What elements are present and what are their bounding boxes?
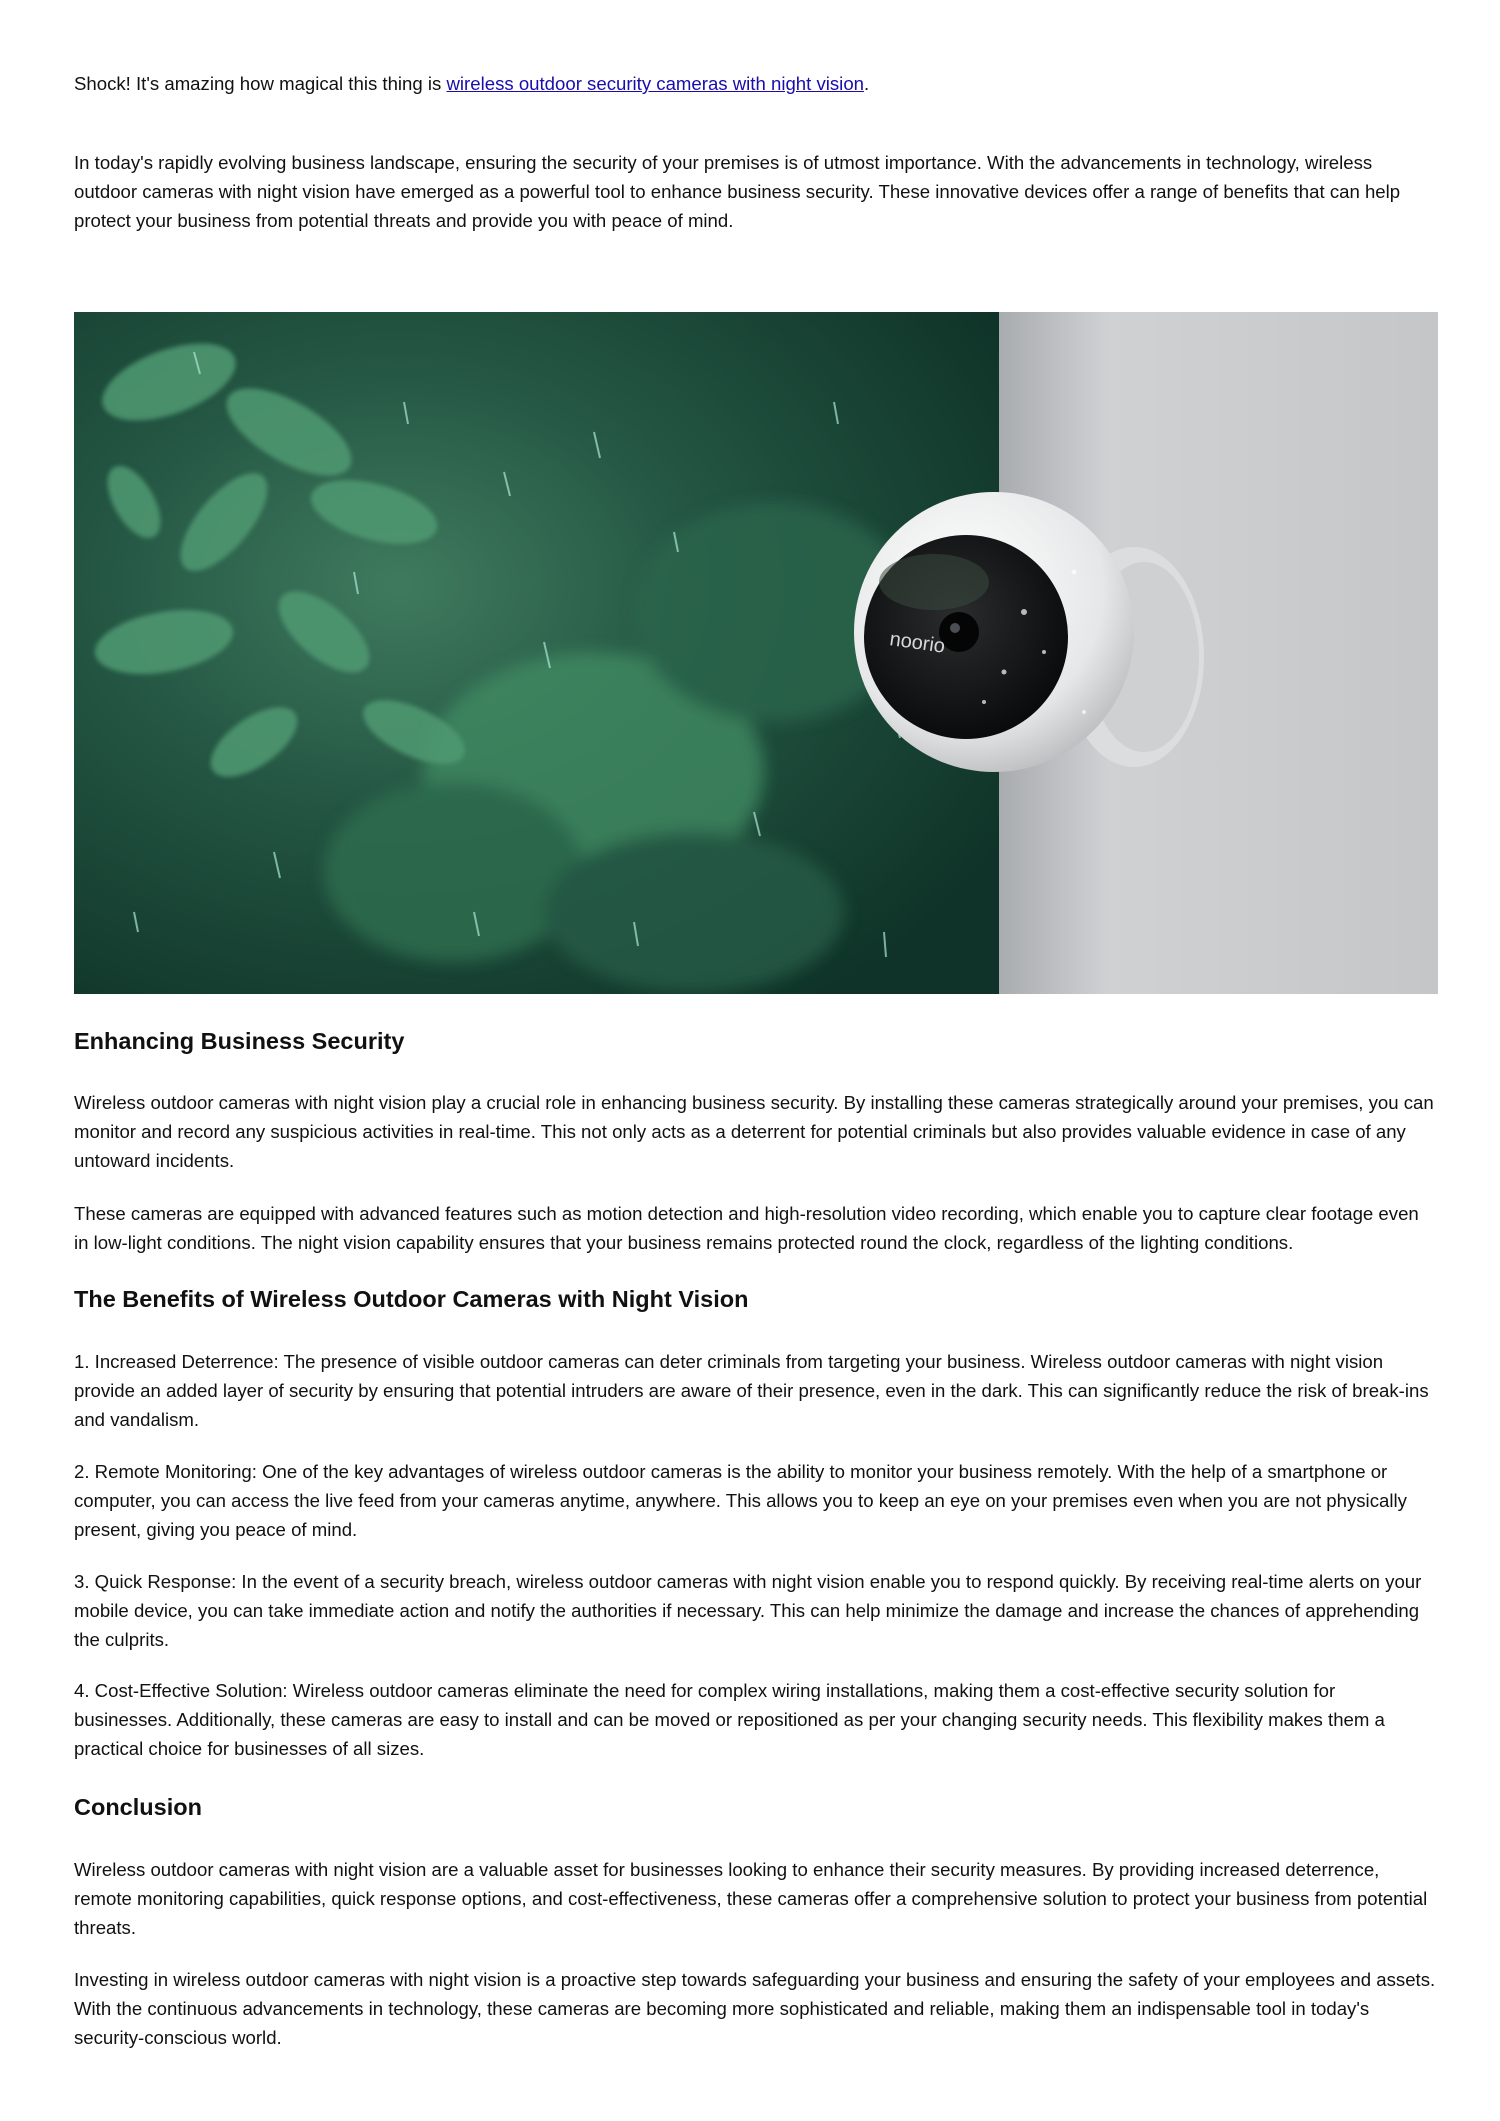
benefit-item-4: 4. Cost-Effective Solution: Wireless outdoor cameras eliminate the need for complex wiring installations, making them a cost-effective security solution for businesses. Additionally, these cameras are easy to install and can be moved or repositioned as per your changing security needs. This flexibility makes them a practical choice for businesses of all sizes. <box>74 1680 1385 1759</box>
benefit-item-2: 2. Remote Monitoring: One of the key advantages of wireless outdoor cameras is the ability to monitor your business remotely. With the help of a smartphone or computer, you can access the live feed from your cameras anytime, anywhere. This allows you to keep an eye on your premises even when you are not physically present, giving you peace of mind. <box>74 1461 1407 1540</box>
section2-heading: The Benefits of Wireless Outdoor Cameras with Night Vision <box>74 1286 749 1312</box>
intro-line <box>74 69 1438 98</box>
conclusion-paragraph-1: Wireless outdoor cameras with night vision are a valuable asset for businesses looking to enhance their security measures. By providing increased deterrence, remote monitoring capabilities, quick response options, and cost-effectiveness, these cameras offer a comprehensive solution to protect your business from potential threats. <box>74 1859 1428 1938</box>
hero-image <box>74 312 1438 994</box>
section1-heading: Enhancing Business Security <box>74 1028 405 1054</box>
intro-prefix: Shock! It's amazing how magical this thing is <box>74 73 447 94</box>
conclusion-paragraph-2: Investing in wireless outdoor cameras with night vision is a proactive step towards safeguarding your business and ensuring the safety of your employees and assets. With the continuous advancements in technology, these cameras are becoming more sophisticated and reliable, making them an indispensable tool in today's security-conscious world. <box>74 1969 1436 2048</box>
benefit-item-1: 1. Increased Deterrence: The presence of visible outdoor cameras can deter criminals from targeting your business. Wireless outdoor cameras with night vision provide an added layer of security by ensuring that potential intruders are aware of their presence, even in the dark. This can significantly reduce the risk of break-ins and vandalism. <box>74 1351 1429 1430</box>
security-camera-photo-icon <box>74 312 1438 994</box>
section3-heading: Conclusion <box>74 1794 202 1820</box>
intro-link[interactable]: wireless outdoor security cameras with night vision <box>446 73 864 94</box>
section1-paragraph-2: These cameras are equipped with advanced features such as motion detection and high-resolution video recording, which enable you to capture clear footage even in low-light conditions. The night vision capability ensures that your business remains protected round the clock, regardless of the lighting conditions. <box>74 1203 1419 1253</box>
benefit-item-3: 3. Quick Response: In the event of a security breach, wireless outdoor cameras with night vision enable you to respond quickly. By receiving real-time alerts on your mobile device, you can take immediate action and notify the authorities if necessary. This can help minimize the damage and increase the chances of apprehending the culprits. <box>74 1571 1422 1650</box>
section1-paragraph-1: Wireless outdoor cameras with night vision play a crucial role in enhancing business security. By installing these cameras strategically around your premises, you can monitor and record any suspicious activities in real-time. This not only acts as a deterrent for potential criminals but also provides valuable evidence in case of any untoward incidents. <box>74 1092 1434 1171</box>
intro-suffix: . <box>864 73 870 94</box>
camera-brand-mark: noorio <box>888 628 947 658</box>
intro-paragraph: In today's rapidly evolving business landscape, ensuring the security of your premises is of utmost importance. With the advancements in technology, wireless outdoor cameras with night vision have emerged as a powerful tool to enhance business security. These innovative devices offer a range of benefits that can help protect your business from potential threats and provide you with peace of mind. <box>74 152 1401 231</box>
